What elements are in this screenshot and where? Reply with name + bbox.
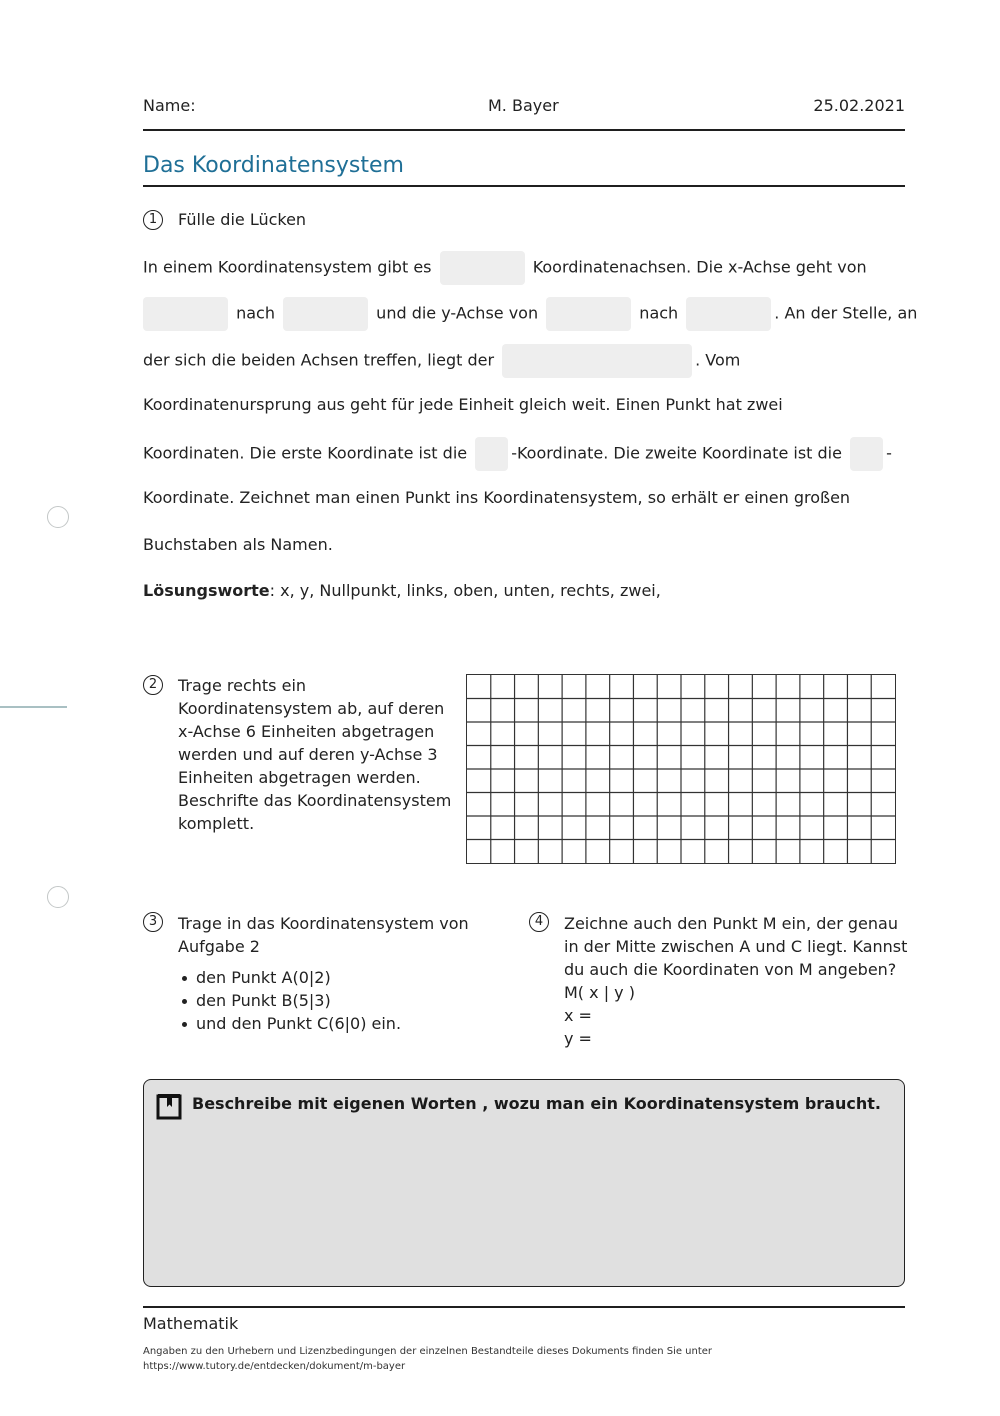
cloze-gap-input[interactable]	[850, 437, 883, 471]
footer-divider	[143, 1306, 905, 1308]
name-label: Name:	[143, 96, 196, 115]
punch-hole-mark-top	[47, 506, 69, 528]
cloze-gap-input[interactable]	[143, 297, 228, 331]
writing-prompt: Beschreibe mit eigenen Worten , wozu man ein Koordinatensystem braucht.	[192, 1094, 881, 1113]
cloze-gap-input[interactable]	[502, 344, 692, 378]
cloze-gap-input[interactable]	[546, 297, 631, 331]
title-divider	[143, 185, 905, 187]
cloze-text: der sich die beiden Achsen treffen, liegt der	[143, 350, 495, 370]
document-date: 25.02.2021	[813, 96, 905, 115]
document-header	[143, 96, 905, 118]
page-title: Das Koordinatensystem	[143, 153, 404, 178]
cloze-line-3	[143, 344, 740, 374]
cloze-text: Koordinatenursprung aus geht für jede Einheit gleich weit. Einen Punkt hat zwei	[143, 395, 783, 414]
task-number-1: 1	[143, 210, 163, 230]
task2-instructions: Trage rechts ein Koordinatensystem ab, auf deren x-Achse 6 Einheiten abgetragen werden und auf deren y-Achse 3 Einheiten abgetragen werden. Beschrifte das Koordinatensystem komplett.	[178, 676, 452, 833]
task3-instructions: Trage in das Koordinatensystem von Aufgabe 2	[178, 914, 469, 956]
cloze-text: -Koordinate. Die zweite Koordinate ist die	[511, 443, 842, 463]
task-number-4: 4	[529, 912, 549, 932]
cloze-text: Koordinate. Zeichnet man einen Punkt ins Koordinatensystem, so erhält er einen großen	[143, 488, 851, 507]
point-list-item: den Punkt A(0|2)	[196, 966, 508, 989]
task4-instructions: Zeichne auch den Punkt M ein, der genau in der Mitte zwischen A und C liegt. Kannst du auch die Koordinaten von M angeben? M( x | y )	[564, 914, 908, 1002]
solution-label: Lösungsworte	[143, 581, 270, 600]
task3-block	[178, 912, 508, 1035]
author-name: M. Bayer	[488, 96, 559, 115]
cloze-line-1	[143, 251, 867, 281]
cloze-text: nach	[236, 303, 275, 323]
cloze-text: und die y-Achse von	[376, 303, 539, 323]
drawing-grid[interactable]	[466, 674, 896, 864]
cloze-text: Koordinaten. Die erste Koordinate ist die	[143, 443, 468, 463]
solution-words	[143, 576, 661, 606]
cloze-text: . Vom	[695, 350, 741, 370]
task1-heading: Fülle die Lücken	[178, 210, 307, 229]
punch-hole-mark-bottom	[47, 886, 69, 908]
point-list-item: und den Punkt C(6|0) ein.	[196, 1012, 508, 1035]
license-text: Angaben zu den Urhebern und Lizenzbedingungen der einzelnen Bestandteile dieses Dokuments finden Sie unter	[143, 1346, 713, 1357]
task4-block	[564, 912, 909, 1050]
cloze-line-6	[143, 483, 850, 513]
point-list	[178, 966, 508, 1035]
cloze-line-4	[143, 390, 783, 420]
license-note	[143, 1344, 905, 1374]
cloze-gap-input[interactable]	[686, 297, 771, 331]
cloze-line-7	[143, 530, 333, 560]
cloze-line-2	[140, 297, 917, 327]
cloze-text: nach	[639, 303, 679, 323]
footer-subject: Mathematik	[143, 1314, 239, 1333]
writing-box[interactable]	[143, 1079, 905, 1287]
header-divider	[143, 129, 905, 131]
cloze-gap-input[interactable]	[283, 297, 368, 331]
task-number-3: 3	[143, 912, 163, 932]
x-answer-label: x =	[564, 1006, 592, 1025]
license-url[interactable]: https://www.tutory.de/entdecken/dokument/m-bayer	[143, 1361, 406, 1372]
cloze-text: Buchstaben als Namen.	[143, 535, 333, 554]
solution-word-list: : x, y, Nullpunkt, links, oben, unten, rechts, zwei,	[269, 581, 661, 600]
task-number-2: 2	[143, 675, 163, 695]
cloze-text: In einem Koordinatensystem gibt es	[143, 257, 432, 277]
cloze-text: -	[886, 443, 892, 463]
cloze-text: . An der Stelle, an	[774, 303, 918, 323]
book-bookmark-icon	[156, 1092, 182, 1120]
fold-mark	[0, 706, 67, 708]
point-list-item: den Punkt B(5|3)	[196, 989, 508, 1012]
cloze-text: Koordinatenachsen. Die x-Achse geht von	[532, 257, 867, 277]
cloze-gap-input[interactable]	[475, 437, 508, 471]
cloze-gap-input[interactable]	[440, 251, 525, 285]
cloze-line-5	[143, 437, 892, 467]
y-answer-label: y =	[564, 1029, 592, 1048]
